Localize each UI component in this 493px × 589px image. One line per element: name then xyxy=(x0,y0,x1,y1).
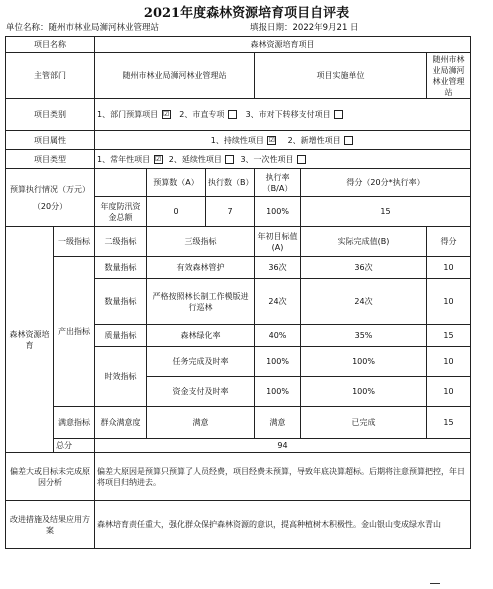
exec-value: 7 xyxy=(206,197,255,227)
target-cell: 100% xyxy=(255,377,301,407)
page-title: 2021年度森林资源培育项目自评表 xyxy=(143,6,350,21)
head-score: 得分 xyxy=(427,227,471,257)
head-actual: 实际完成值(B) xyxy=(301,227,427,257)
deviation-text: 偏差大原因是预算只预算了人员经费，项目经费未预算，导致年底决算超标。后期将注意预算把控，年日将项目归纳进去。 xyxy=(95,453,471,501)
level3-cell: 资金支付及时率 xyxy=(147,377,255,407)
score-cell: 10 xyxy=(427,377,471,407)
project-name-label: 项目名称 xyxy=(6,37,95,53)
category-opt3: 3、市对下转移支付项目 xyxy=(245,110,331,119)
score-cell: 10 xyxy=(427,347,471,377)
category-opt2: 2、市直专项 xyxy=(179,110,225,119)
type-options xyxy=(95,150,471,169)
target-cell: 36次 xyxy=(255,257,301,279)
evaluation-table xyxy=(5,36,471,549)
score-value: 15 xyxy=(301,197,471,227)
output-indicator-label: 产出指标 xyxy=(54,257,95,407)
dept-value: 随州市林业局浉河林业管理站 xyxy=(95,53,255,99)
actual-cell: 已完成 xyxy=(301,407,427,439)
col-score-header: 得分（20分*执行率） xyxy=(301,169,471,197)
level2-cell: 时效指标 xyxy=(95,347,147,407)
level2-cell: 数量指标 xyxy=(95,257,147,279)
impl-unit-label: 项目实施单位 xyxy=(255,53,427,99)
actual-cell: 24次 xyxy=(301,279,427,325)
level2-cell: 群众满意度 xyxy=(95,407,147,439)
checkbox-icon[interactable] xyxy=(225,155,234,164)
budget-row-label: 年度防汛资金总额 xyxy=(95,197,147,227)
budget-label xyxy=(6,169,95,227)
project-name-value: 森林资源培育项目 xyxy=(95,37,471,53)
category-opt1: 1、部门预算项目 xyxy=(97,110,159,119)
improve-label: 改进措施及结果应用方案 xyxy=(6,501,95,549)
level3-cell: 满意 xyxy=(147,407,255,439)
level3-cell: 有效森林管护 xyxy=(147,257,255,279)
level3-cell: 森林绿化率 xyxy=(147,325,255,347)
attribute-opt2: 2、新增性项目 xyxy=(287,135,341,145)
budget-blank-header xyxy=(95,169,147,197)
checkbox-checked-icon[interactable]: ☑ xyxy=(268,135,276,144)
attribute-label: 项目属性 xyxy=(6,131,95,150)
type-opt1: 1、常年性项目 xyxy=(97,154,151,164)
page-edge-mark xyxy=(430,583,440,584)
actual-cell: 35% xyxy=(301,325,427,347)
attribute-opt1: 1、持续性项目 xyxy=(210,135,264,145)
head-level1: 一级指标 xyxy=(54,227,95,257)
checkbox-checked-icon[interactable]: ☑ xyxy=(163,110,170,118)
col-budget-header: 预算数（A） xyxy=(147,169,206,197)
dept-label: 主管部门 xyxy=(6,53,95,99)
fill-date: 填报日期：2022年9月21 日 xyxy=(250,23,359,33)
score-cell: 10 xyxy=(427,257,471,279)
budget-value: 0 xyxy=(147,197,206,227)
level3-cell: 严格按照林长制工作模版进行巡林 xyxy=(147,279,255,325)
col-exec-header: 执行数（B） xyxy=(206,169,255,197)
checkbox-checked-icon[interactable]: ☑ xyxy=(155,154,162,163)
checkbox-icon[interactable] xyxy=(297,155,306,164)
type-opt2: 2、延续性项目 xyxy=(168,154,222,164)
checkbox-icon[interactable] xyxy=(334,110,343,119)
deviation-label: 偏差大或目标未完成原因分析 xyxy=(6,453,95,501)
checkbox-icon[interactable] xyxy=(228,110,237,119)
unit-name: 单位名称：随州市林业局浉河林业管理站 xyxy=(6,23,160,33)
checkbox-icon[interactable] xyxy=(344,136,353,145)
impl-unit-value: 随州市林业局浉河林业管理站 xyxy=(427,53,471,99)
total-value: 94 xyxy=(95,439,471,453)
actual-cell: 100% xyxy=(301,377,427,407)
attribute-options xyxy=(95,131,471,150)
head-level3: 三级指标 xyxy=(147,227,255,257)
rate-value: 100% xyxy=(255,197,301,227)
category-label: 项目类别 xyxy=(6,99,95,131)
actual-cell: 36次 xyxy=(301,257,427,279)
target-cell: 满意 xyxy=(255,407,301,439)
target-cell: 40% xyxy=(255,325,301,347)
indicator-outer-label: 森林资源培育 xyxy=(6,227,54,453)
score-cell: 15 xyxy=(427,407,471,439)
satisfaction-indicator-label: 满意指标 xyxy=(54,407,95,439)
col-rate-header: 执行率（B/A） xyxy=(255,169,301,197)
actual-cell: 100% xyxy=(301,347,427,377)
head-level2: 二级指标 xyxy=(95,227,147,257)
budget-label-line1: 预算执行情况（万元） xyxy=(10,184,90,194)
budget-label-line2: （20分） xyxy=(32,201,68,211)
target-cell: 24次 xyxy=(255,279,301,325)
type-label: 项目类型 xyxy=(6,150,95,169)
category-options xyxy=(95,99,471,131)
type-opt3: 3、一次性项目 xyxy=(240,154,294,164)
level2-cell: 质量指标 xyxy=(95,325,147,347)
score-cell: 10 xyxy=(427,279,471,325)
improve-text: 森林培育责任重大，强化群众保护森林资源的意识，提高种植树木积极性。金山银山变成绿水青山 xyxy=(95,501,471,549)
head-target: 年初目标值(A) xyxy=(255,227,301,257)
target-cell: 100% xyxy=(255,347,301,377)
level2-cell: 数量指标 xyxy=(95,279,147,325)
score-cell: 15 xyxy=(427,325,471,347)
total-label: 总分 xyxy=(54,439,95,453)
level3-cell: 任务完成及时率 xyxy=(147,347,255,377)
